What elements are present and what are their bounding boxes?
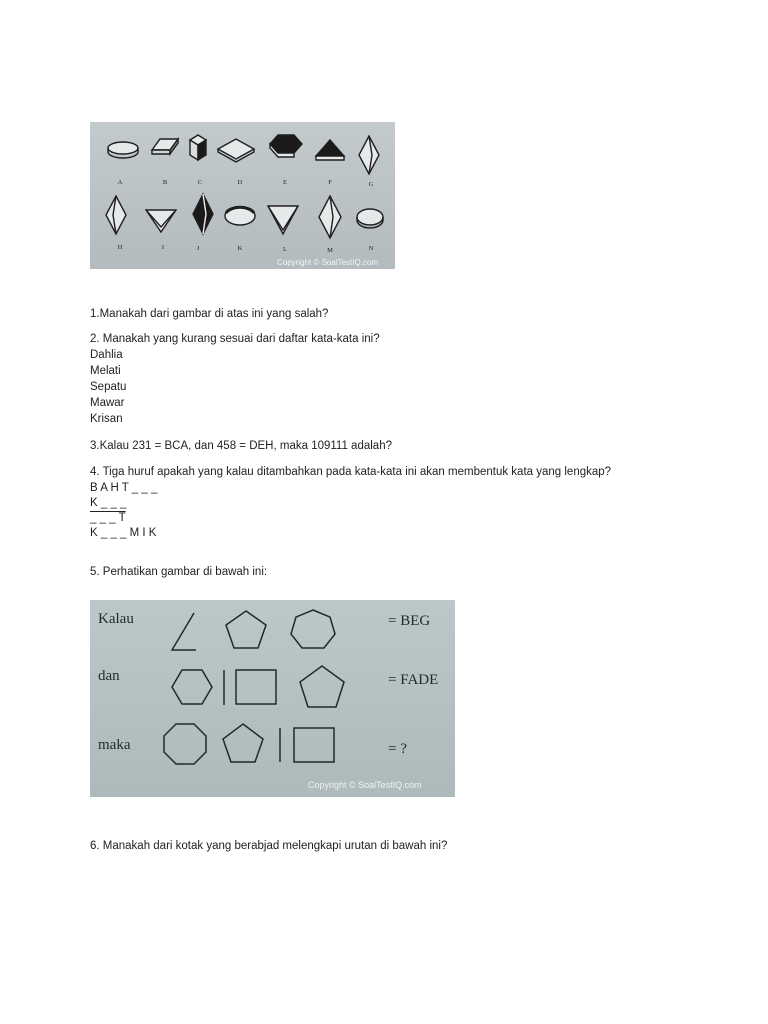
option-item: Dahlia	[90, 349, 123, 361]
shape-m-diamond	[319, 196, 341, 238]
option-item: Sepatu	[90, 381, 127, 393]
puzzle-line: K _ _ _ M I K	[90, 527, 157, 539]
shape-pentagon	[226, 611, 266, 648]
letter-e: E	[283, 179, 287, 186]
letter-i: I	[161, 244, 165, 251]
puzzle-line: K _ _ _	[90, 497, 127, 509]
shape-c-cube	[190, 135, 206, 160]
letter-l: L	[283, 246, 287, 253]
letter-k: K	[237, 245, 243, 252]
option-item: Mawar	[90, 397, 125, 409]
shape-square	[236, 670, 276, 704]
option-item: Krisan	[90, 413, 123, 425]
result-fade: = FADE	[388, 672, 439, 688]
shape-n-disc	[357, 209, 383, 228]
letter-h: H	[117, 244, 123, 251]
copyright-watermark: Copyright © SoalTestIQ.com	[308, 780, 422, 790]
shape-h-diamond	[106, 196, 126, 234]
figure-shapes-image	[90, 122, 395, 269]
question-2: 2. Manakah yang kurang sesuai dari daftar kata-kata ini?	[90, 333, 380, 345]
shape-square-2	[294, 728, 334, 762]
shape-g-diamond	[359, 136, 379, 174]
shape-pentagon-3	[223, 724, 263, 762]
letter-j: J	[196, 245, 200, 252]
shape-k-disc	[225, 207, 255, 225]
shape-f-triangle	[316, 140, 344, 160]
shape-j-diamond	[193, 194, 213, 234]
row-label-kalau: Kalau	[98, 611, 134, 627]
letter-b: B	[162, 179, 168, 186]
letter-d: D	[237, 179, 243, 186]
question-3: 3.Kalau 231 = BCA, dan 458 = DEH, maka 109111 adalah?	[90, 440, 392, 452]
shape-e-hexprism	[270, 135, 302, 157]
shape-heptagon	[291, 610, 335, 648]
shapes-drawing	[90, 122, 395, 269]
shape-i-triangle	[146, 210, 176, 232]
row-label-dan: dan	[98, 668, 120, 684]
figure-code-puzzle-image	[90, 600, 455, 797]
question-4: 4. Tiga huruf apakah yang kalau ditambahkan pada kata-kata ini akan membentuk kata yang lengkap?	[90, 466, 612, 478]
question-1: 1.Manakah dari gambar di atas ini yang salah?	[90, 308, 329, 320]
shape-octagon	[164, 724, 206, 764]
result-beg: = BEG	[388, 613, 431, 629]
shape-angle	[172, 613, 196, 650]
row-label-maka: maka	[98, 737, 131, 753]
letter-a: A	[117, 179, 123, 186]
shape-l-triangle	[268, 206, 298, 234]
letter-g: G	[368, 181, 374, 188]
shape-hexagon	[172, 670, 212, 704]
shape-a-disc	[108, 142, 138, 158]
copyright-watermark: Copyright © SoalTestIQ.com	[277, 258, 379, 267]
letter-n: N	[368, 245, 374, 252]
shape-b-slab	[152, 139, 178, 154]
shape-pentagon-2	[300, 666, 344, 707]
question-6: 6. Manakah dari kotak yang berabjad melengkapi urutan di bawah ini?	[90, 840, 448, 852]
option-item: Melati	[90, 365, 121, 377]
puzzle-line: B A H T _ _ _	[90, 482, 158, 494]
code-puzzle-drawing	[90, 600, 455, 797]
result-unknown: = ?	[388, 741, 407, 757]
puzzle-line: _ _ _ T	[90, 512, 126, 524]
shape-d-tile	[218, 139, 254, 162]
letter-f: F	[328, 179, 332, 186]
question-5: 5. Perhatikan gambar di bawah ini:	[90, 566, 268, 578]
letter-c: C	[197, 179, 203, 186]
letter-m: M	[327, 247, 333, 254]
